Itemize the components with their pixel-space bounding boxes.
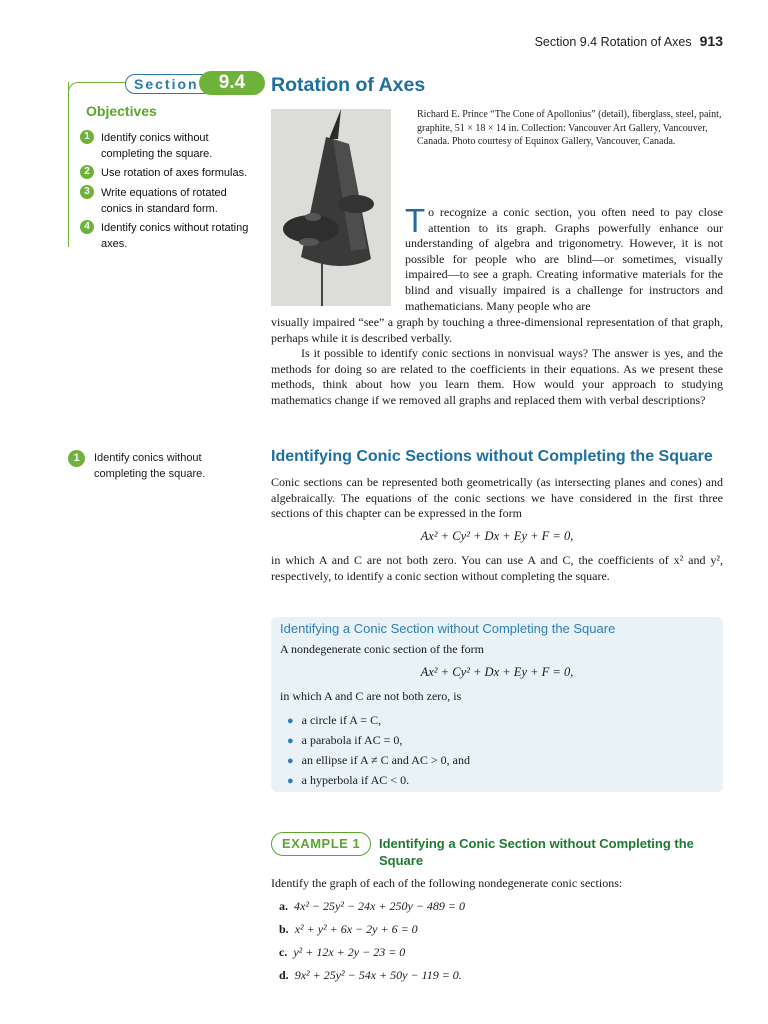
example-item	[279, 968, 462, 983]
section-rule	[68, 82, 69, 247]
cone-sculpture-icon	[271, 109, 391, 306]
bullet-icon: ●	[287, 775, 294, 787]
objective-number: 2	[80, 165, 94, 179]
example-label: EXAMPLE 1	[271, 832, 371, 856]
objective-number: 1	[80, 130, 94, 144]
example-item	[279, 945, 405, 960]
running-head-text: Section 9.4 Rotation of Axes	[534, 35, 692, 49]
item-letter: c.	[279, 945, 288, 959]
box-title: Identifying a Conic Section without Completing the Square	[280, 621, 616, 636]
objective-item	[80, 130, 250, 162]
box-equation: Ax² + Cy² + Dx + Ey + F = 0,	[420, 665, 574, 679]
box-bullet	[287, 733, 402, 748]
subsection-heading: Identifying Conic Sections without Completing the Square	[271, 448, 713, 465]
intro-paragraph	[405, 202, 723, 314]
objective-number: 1	[68, 450, 85, 467]
sculpture-photo	[271, 109, 391, 306]
bullet-text: an ellipse if A ≠ C and AC > 0, and	[301, 753, 470, 767]
objective-text: Use rotation of axes formulas.	[101, 167, 248, 179]
item-equation: 4x² − 25y² − 24x + 250y − 489 = 0	[294, 899, 465, 913]
item-equation: x² + y² + 6x − 2y + 6 = 0	[294, 922, 418, 936]
drop-cap: T	[405, 202, 426, 239]
section-title: Rotation of Axes	[271, 74, 426, 96]
objective-text: Write equations of rotated conics in standard form.	[101, 187, 227, 215]
box-bullet	[287, 753, 470, 768]
photo-credit: Richard E. Prince “The Cone of Apollonius” (detail), fiberglass, steel, paint, graphite, 51 × 18 × 14 in. Collection: Vancouver Art Gallery, Vancouver, Canada. Photo courtesy of Equinox Gallery, Vancouver, Canada.	[417, 109, 722, 147]
bullet-icon: ●	[287, 755, 294, 767]
box-line: A nondegenerate conic section of the form	[280, 642, 484, 656]
example-item	[279, 922, 418, 937]
intro-paragraph-2: Is it possible to identify conic sections in nonvisual ways? The answer is yes, and the methods for doing so are related to the coefficients in their equations. As we present these methods, think about how you learn them. How would your approach to studying mathematics change if we removed all graphs and replaced them with verbal descriptions?	[271, 346, 723, 407]
objective-item	[80, 185, 250, 217]
section-bracket	[68, 82, 131, 93]
example-intro: Identify the graph of each of the following nondegenerate conic sections:	[271, 876, 623, 890]
objectives-heading: Objectives	[86, 103, 157, 119]
item-letter: d.	[279, 968, 289, 982]
box-line: in which A and C are not both zero, is	[280, 689, 462, 703]
objective-text: Identify conics without completing the square.	[101, 132, 213, 160]
box-bullet	[287, 773, 409, 788]
bullet-text: a circle if A = C,	[301, 713, 382, 727]
intro-paragraph-continued: visually impaired “see” a graph by touching a three-dimensional representation of that graph, perhaps while it is described verbally.	[271, 315, 723, 345]
body-paragraph: Conic sections can be represented both geometrically (as intersecting planes and cones) and algebraically. The equations of the conic sections we have considered in the first three sections of this chapter can be expressed in the form	[271, 475, 723, 521]
objective-number: 4	[80, 220, 94, 234]
objective-text: Identify conics without completing the square.	[94, 452, 206, 480]
section-label: Section	[125, 74, 222, 94]
item-letter: b.	[279, 922, 289, 936]
box-bullet	[287, 713, 381, 728]
item-letter: a.	[279, 899, 288, 913]
general-equation: Ax² + Cy² + Dx + Ey + F = 0,	[420, 529, 574, 543]
page-number: 913	[699, 33, 723, 49]
bullet-icon: ●	[287, 715, 294, 727]
body-paragraph: in which A and C are not both zero. You can use A and C, the coefficients of x² and y², respectively, to identify a conic section without completing the square.	[271, 553, 723, 583]
margin-objective	[68, 450, 248, 482]
bullet-icon: ●	[287, 735, 294, 747]
objective-item	[80, 165, 250, 181]
example-title: Identifying a Conic Section without Completing the Square	[379, 836, 694, 868]
objective-text: Identify conics without rotating axes.	[101, 222, 249, 250]
objective-item	[80, 220, 250, 252]
item-equation: 9x² + 25y² − 54x + 50y − 119 = 0.	[294, 968, 462, 982]
bullet-text: a hyperbola if AC < 0.	[301, 773, 410, 787]
section-number: 9.4	[199, 71, 265, 95]
running-head	[535, 33, 723, 49]
bullet-text: a parabola if AC = 0,	[301, 733, 403, 747]
example-item	[279, 899, 465, 914]
item-equation: y² + 12x + 2y − 23 = 0	[293, 945, 406, 959]
objective-number: 3	[80, 185, 94, 199]
intro-text: o recognize a conic section, you often need to pay close attention to its graph. Graphs powerfully enhance our understanding of algebra and trigonometry. However, it is not possible for people who are blind—or sometimes, visually impaired—to see a graph. Creating informative materials for the blind and visually impaired is a challenge for instructors and mathematicians. Many people who are	[405, 205, 723, 313]
